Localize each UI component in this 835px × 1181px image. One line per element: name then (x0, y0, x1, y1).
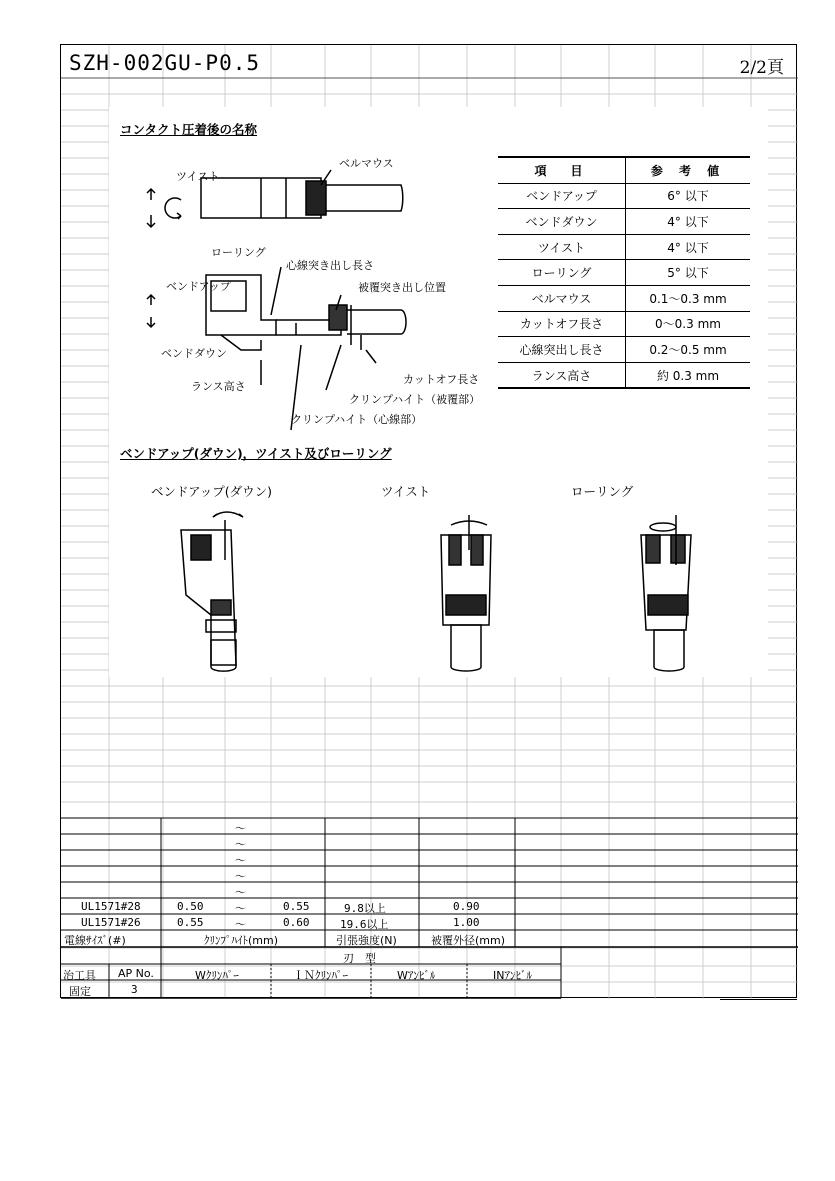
value-cell: 4° 以下 (626, 234, 751, 260)
crimp-min: 0.55 (177, 916, 204, 929)
header-in-anvil: INｱﾝﾋﾞﾙ (493, 969, 532, 982)
fig-bend-label: ベンドアップ(ダウン) (151, 484, 273, 499)
fig-rolling-label: ローリング (571, 484, 634, 499)
crimp-diagram (111, 145, 481, 426)
header-tool: 治工具 (63, 969, 96, 982)
header-crimp-height: ｸﾘﾝﾌﾟﾊｲﾄ(mm) (204, 934, 279, 947)
tilde: ～ (235, 886, 246, 899)
table-row (498, 260, 750, 286)
crimp-max: 0.60 (283, 916, 310, 929)
item-cell: ツイスト (498, 234, 626, 260)
section2-heading: ベンドアップ(ダウン)，ツイスト及びローリング (120, 446, 392, 461)
header-item: 項 目 (498, 157, 626, 183)
ap-no-value: 3 (131, 983, 138, 996)
section1-heading: コンタクト圧着後の名称 (120, 122, 258, 137)
header-in-crimper: ＩＮｸﾘﾝﾊﾟｰ (293, 969, 348, 982)
value-cell: 4° 以下 (626, 209, 751, 235)
crimp-height-insulation-label: クリンプハイト（被覆部） (349, 393, 481, 406)
value-cell: 0～0.3 mm (626, 311, 751, 337)
table-row (498, 234, 750, 260)
twist-contact-figure (441, 515, 491, 671)
bend-down-label: ベンドダウン (161, 347, 227, 360)
header-value: 参 考 値 (626, 157, 751, 183)
bend-contact-figure (181, 512, 243, 671)
value-cell: 約 0.3 mm (626, 362, 751, 388)
outer-diameter: 0.90 (453, 900, 480, 913)
bellmouth-label: ベルマウス (339, 157, 394, 170)
lance-height-label: ランス高さ (191, 380, 246, 393)
table-row (498, 337, 750, 363)
tilde: ～ (235, 822, 246, 835)
twist-label: ツイスト (176, 170, 220, 183)
outer-diameter: 1.00 (453, 916, 480, 929)
insulation-position-label: 被覆突き出し位置 (358, 281, 446, 294)
item-cell: 心線突出し長さ (498, 337, 626, 363)
item-cell: ベンドダウン (498, 209, 626, 235)
tilde: ～ (235, 902, 246, 915)
fig-twist-label: ツイスト (381, 484, 431, 499)
tool-value: 固定 (69, 985, 91, 998)
tilde: ～ (235, 854, 246, 867)
table-header-row (498, 157, 750, 183)
table-row (498, 311, 750, 337)
rolling-label: ローリング (211, 246, 266, 259)
cutoff-label: カットオフ長さ (403, 373, 480, 386)
bend-up-label: ベンドアップ (166, 280, 231, 293)
crimp-min: 0.50 (177, 900, 204, 913)
tensile-strength: 9.8以上 (344, 902, 386, 915)
bottom-rule (720, 999, 797, 1000)
spec-sheet (60, 44, 797, 998)
crimp-height-core-label: クリンプハイト（心線部） (291, 413, 423, 426)
tilde: ～ (235, 870, 246, 883)
core-protrusion-label: 心線突き出し長さ (286, 259, 374, 272)
header-tensile: 引張強度(N) (336, 934, 397, 947)
header-w-anvil: Wｱﾝﾋﾞﾙ (397, 969, 436, 982)
table-row (498, 285, 750, 311)
deformation-figures (151, 505, 651, 675)
value-cell: 0.2～0.5 mm (626, 337, 751, 363)
header-outer-diameter: 被覆外径(mm) (431, 934, 506, 947)
header-wire-size: 電線ｻｲｽﾞ(#) (64, 934, 126, 947)
page-number: 2/2頁 (739, 58, 784, 78)
header-w-crimper: Wｸﾘﾝﾊﾟｰ (195, 969, 239, 982)
table-row (498, 183, 750, 209)
part-number: SZH-002GU-P0.5 (69, 51, 261, 75)
crimp-max: 0.55 (283, 900, 310, 913)
item-cell: ランス高さ (498, 362, 626, 388)
table-row (498, 362, 750, 388)
table-row (498, 209, 750, 235)
item-cell: カットオフ長さ (498, 311, 626, 337)
item-cell: ベルマウス (498, 285, 626, 311)
value-cell: 5° 以下 (626, 260, 751, 286)
wire-size: UL1571#26 (81, 916, 141, 929)
reference-table (498, 156, 750, 389)
tensile-strength: 19.6以上 (340, 918, 389, 931)
header-ap-no: AP No. (118, 967, 154, 980)
value-cell: 0.1～0.3 mm (626, 285, 751, 311)
wire-size: UL1571#28 (81, 900, 141, 913)
value-cell: 6° 以下 (626, 183, 751, 209)
item-cell: ローリング (498, 260, 626, 286)
tilde: ～ (235, 838, 246, 851)
item-cell: ベンドアップ (498, 183, 626, 209)
tilde: ～ (235, 918, 246, 931)
die-type-label: 刃 型 (343, 952, 376, 965)
